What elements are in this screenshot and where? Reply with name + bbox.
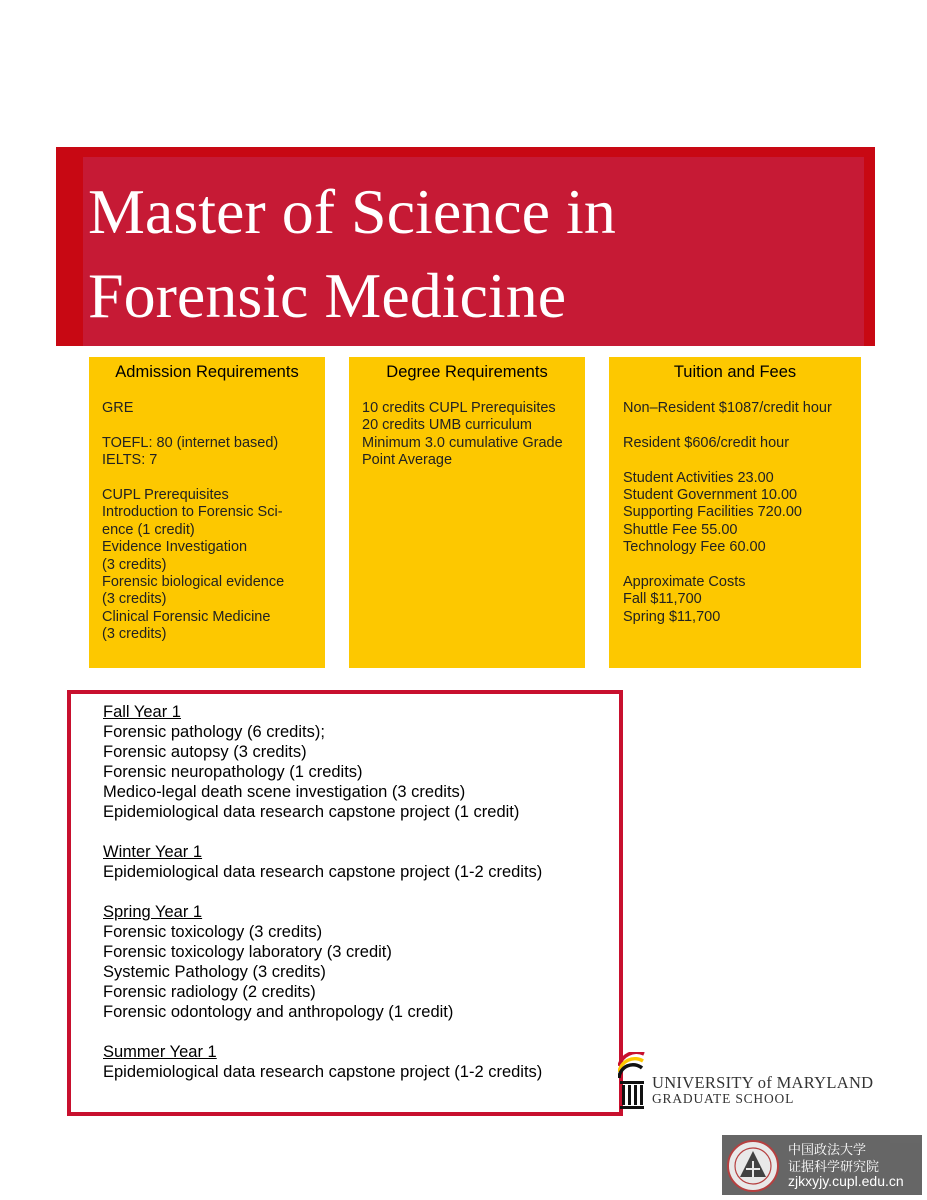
course-item: Epidemiological data research capstone project (1 credit) bbox=[103, 803, 520, 821]
degree-requirements-box bbox=[349, 357, 585, 668]
tuition-list bbox=[623, 400, 857, 626]
list-item bbox=[623, 557, 857, 574]
list-item: GRE bbox=[102, 400, 134, 416]
term-block bbox=[103, 902, 542, 1022]
list-item bbox=[623, 417, 857, 434]
umd-name: UNIVERSITY of MARYLAND bbox=[652, 1073, 874, 1092]
list-item: Evidence Investigation bbox=[102, 539, 248, 556]
list-item: (3 credits) bbox=[102, 591, 167, 608]
list-item: Fall $11,700 bbox=[623, 591, 702, 608]
course-item: Forensic radiology (2 credits) bbox=[103, 983, 316, 1001]
list-item: 10 credits CUPL Prerequisites bbox=[362, 400, 556, 416]
admission-requirements-box bbox=[89, 357, 325, 668]
list-item bbox=[623, 452, 857, 469]
course-item: Forensic toxicology laboratory (3 credit) bbox=[103, 943, 392, 961]
umd-sub: GRADUATE SCHOOL bbox=[652, 1091, 795, 1106]
course-item: Forensic pathology (6 credits); bbox=[103, 723, 325, 741]
list-item bbox=[102, 470, 319, 487]
course-item: Forensic neuropathology (1 credits) bbox=[103, 763, 363, 781]
list-item: Non–Resident $1087/credit hour bbox=[623, 400, 832, 416]
course-item: Epidemiological data research capstone project (1-2 credits) bbox=[103, 1063, 543, 1081]
course-item: Forensic autopsy (3 credits) bbox=[103, 743, 307, 761]
term-block bbox=[103, 1042, 542, 1082]
list-item: (3 credits) bbox=[102, 556, 167, 573]
list-item: ence (1 credit) bbox=[102, 521, 195, 538]
term-name: Fall Year 1 bbox=[103, 703, 181, 721]
course-item: Systemic Pathology (3 credits) bbox=[103, 963, 326, 981]
list-item: CUPL Prerequisites bbox=[102, 487, 229, 503]
list-item: Approximate Costs bbox=[623, 574, 746, 591]
course-item: Forensic toxicology (3 credits) bbox=[103, 923, 323, 941]
umd-emblem-icon bbox=[618, 1052, 648, 1112]
list-item: Resident $606/credit hour bbox=[623, 434, 790, 451]
page-title-line2: Forensic Medicine bbox=[88, 260, 567, 331]
list-item: (3 credits) bbox=[102, 626, 167, 643]
list-item: Point Average bbox=[362, 452, 453, 469]
term-name: Summer Year 1 bbox=[103, 1043, 217, 1061]
watermark-line3: zjkxyjy.cupl.edu.cn bbox=[788, 1173, 904, 1189]
term-name: Winter Year 1 bbox=[103, 843, 203, 861]
umd-graduate-school-logo bbox=[618, 1052, 874, 1112]
watermark-line1: 中国政法大学 bbox=[788, 1142, 867, 1157]
term-block bbox=[103, 842, 542, 882]
course-item: Forensic odontology and anthropology (1 credit) bbox=[103, 1003, 454, 1021]
course-item: Epidemiological data research capstone project (1-2 credits) bbox=[103, 863, 543, 881]
degree-heading: Degree Requirements bbox=[386, 363, 548, 381]
list-item: TOEFL: 80 (internet based) bbox=[102, 434, 279, 451]
course-schedule-box bbox=[67, 690, 623, 1116]
list-item: Student Government 10.00 bbox=[623, 487, 798, 503]
list-item: IELTS: 7 bbox=[102, 452, 158, 469]
list-item: Forensic biological evidence bbox=[102, 574, 285, 591]
watermark-line2: 证据科学研究院 bbox=[788, 1159, 880, 1174]
list-item: Technology Fee 60.00 bbox=[623, 539, 766, 556]
cupl-watermark bbox=[722, 1135, 922, 1195]
admission-list bbox=[102, 400, 319, 644]
course-item: Medico-legal death scene investigation (3 credits) bbox=[103, 783, 466, 801]
list-item: Clinical Forensic Medicine bbox=[102, 608, 271, 625]
degree-list bbox=[362, 400, 581, 470]
list-item: Shuttle Fee 55.00 bbox=[623, 521, 738, 538]
page-title bbox=[88, 170, 858, 338]
page-title-line1: Master of Science in bbox=[88, 176, 616, 247]
list-item: Introduction to Forensic Sci- bbox=[102, 504, 283, 521]
tuition-fees-box bbox=[609, 357, 861, 668]
tuition-heading: Tuition and Fees bbox=[673, 363, 797, 381]
term-block bbox=[103, 702, 542, 822]
seal-icon bbox=[726, 1139, 780, 1193]
list-item: Spring $11,700 bbox=[623, 608, 721, 625]
list-item: Student Activities 23.00 bbox=[623, 469, 774, 486]
list-item: 20 credits UMB curriculum bbox=[362, 417, 533, 434]
list-item bbox=[102, 417, 319, 434]
list-item: Minimum 3.0 cumulative Grade bbox=[362, 434, 563, 451]
term-name: Spring Year 1 bbox=[103, 903, 203, 921]
course-schedule bbox=[103, 702, 542, 1102]
admission-heading: Admission Requirements bbox=[115, 363, 299, 381]
list-item: Supporting Facilities 720.00 bbox=[623, 504, 802, 521]
